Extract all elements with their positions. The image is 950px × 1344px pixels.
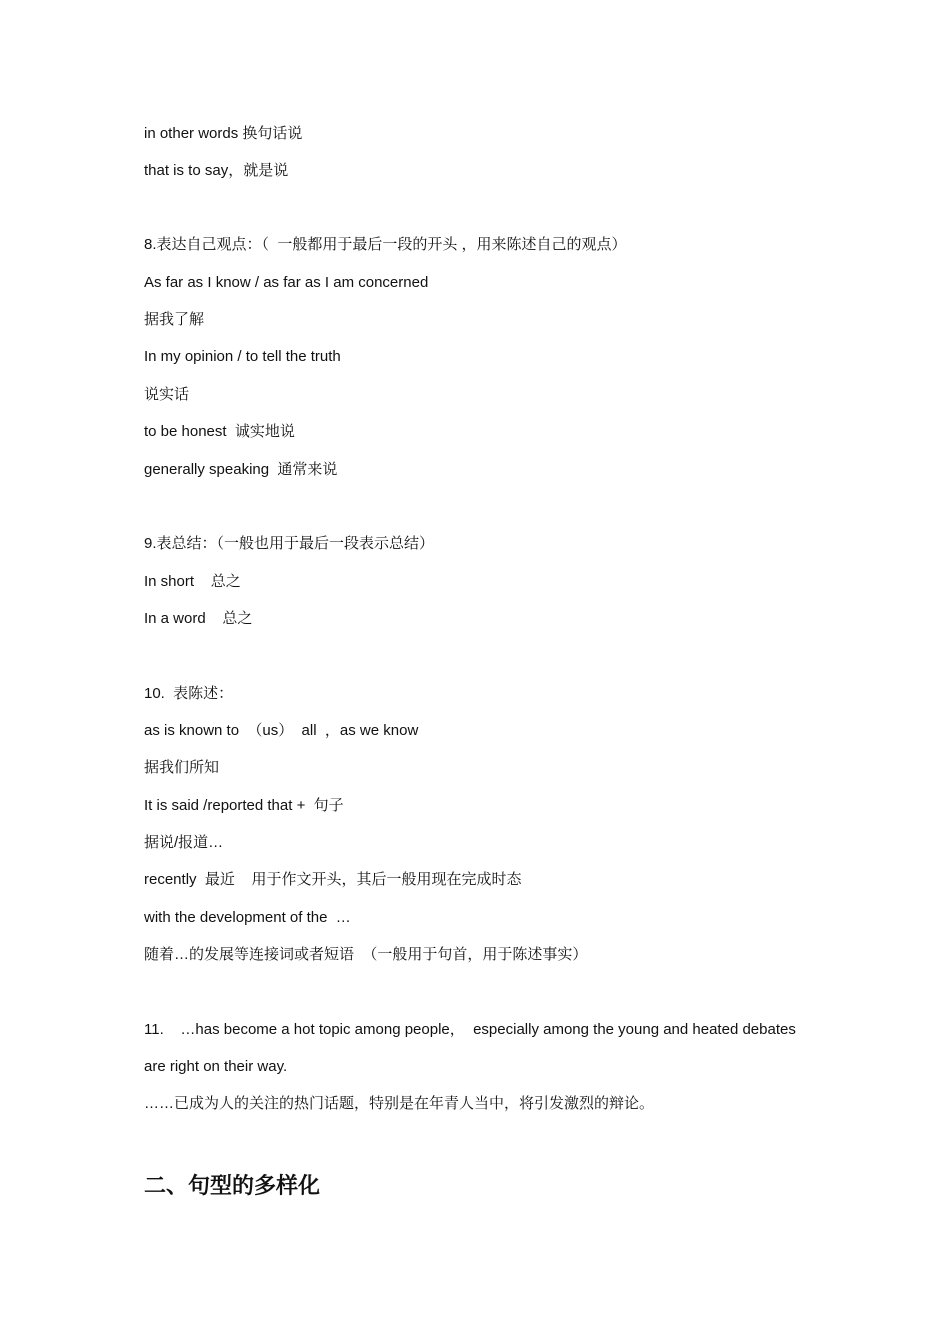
text-line: It is said /reported that + 句子 [144, 797, 344, 814]
section-11-title: 11. …has become a hot topic among people， especially among the young and heated debates [144, 1021, 796, 1038]
text-line: As far as I know / as far as I am concerned [144, 274, 429, 291]
text-line: 说实话 [144, 386, 190, 403]
section-10-title: 10. 表陈述： [144, 685, 234, 702]
text-line: are right on their way. [144, 1058, 288, 1075]
text-line: ……已成为人的关注的热门话题，特别是在年青人当中，将引发激烈的辩论。 [144, 1095, 655, 1112]
text-line: 随着…的发展等连接词或者短语 （一般用于句首，用于陈述事实） [144, 946, 588, 963]
text-line: recently 最近 用于作文开头，其后一般用现在完成时态 [144, 871, 522, 888]
text-line: 据说/报道… [144, 834, 224, 851]
text-line: In a word 总之 [144, 610, 253, 627]
text-line: that is to say，就是说 [144, 162, 289, 179]
text-line: in other words 换句话说 [144, 125, 303, 142]
text-line: In short 总之 [144, 573, 241, 590]
section-9-title: 9.表总结：（一般也用于最后一段表示总结） [144, 535, 435, 552]
text-line: as is known to （us） all ，as we know [144, 722, 419, 739]
text-line: generally speaking 通常来说 [144, 461, 338, 478]
text-line: with the development of the … [144, 909, 351, 926]
text-line: 据我们所知 [144, 759, 220, 776]
text-line: to be honest 诚实地说 [144, 423, 295, 440]
section-8-title: 8.表达自己观点：（ 一般都用于最后一段的开头 ，用来陈述自己的观点） [144, 236, 627, 253]
text-line: 据我了解 [144, 311, 205, 328]
text-line: In my opinion / to tell the truth [144, 348, 341, 365]
section-heading: 二、句型的多样化 [144, 1173, 321, 1198]
